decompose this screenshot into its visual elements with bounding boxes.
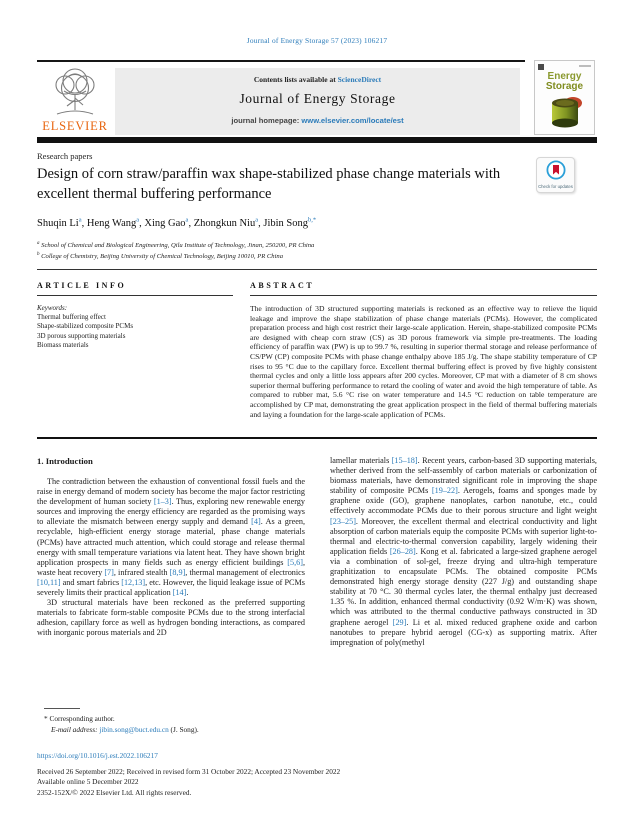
body-column-right — [330, 456, 597, 648]
cover-title — [535, 72, 594, 92]
head-divider-rule — [37, 269, 597, 270]
body-paragraph: The contradiction between the exhaustion of conventional fossil fuels and the raise in energy demand of modern society has become the major factor restricting the development of human society [1–3]. Thus, exploring new renewable energy sources and improving the energy efficiency are regarded as the promising ways to alleviate the mismatch between energy supply and demand [4]. As a green, recyclable, high-efficient energy storage material, phase change materials (PCMs) have attracted much attention, which could storage and release thermal energy with small temperature variations via latent heat. They have shown bright application prospects in many fields such as energy efficient buildings [5,6], waste heat recovery [7], infrared stealth [8,9], thermal management of electronics [10,11] and smart fabrics [12,13], etc. However, the liquid leakage issue of PCMs severely limits their practical application [14]. — [37, 477, 306, 598]
email-label: E-mail address: — [51, 725, 100, 734]
homepage-label: journal homepage: — [231, 116, 302, 125]
received-dates: Received 26 September 2022; Received in revised form 31 October 2022; Accepted 23 November 2022 — [37, 766, 341, 776]
journal-citation-header: Journal of Energy Storage 57 (2023) 106217 — [246, 36, 388, 45]
footnote-rule — [44, 708, 80, 709]
affiliation: $^a$ School of Chemical and Biological Engineering, Qilu Institute of Technology, Jinan, 250200, PR China — [37, 241, 315, 250]
elsevier-logo[interactable] — [37, 64, 113, 136]
article-category: Research papers — [37, 151, 93, 161]
contents-prefix: Contents lists available at — [253, 75, 338, 84]
abstract-rule — [250, 295, 597, 296]
abstract-heading: ABSTRACT — [250, 281, 315, 290]
author: Shuqin Li$^a$, — [37, 216, 87, 229]
author-affil-sup[interactable]: a — [136, 216, 140, 223]
author: Heng Wang$^a$, — [86, 216, 145, 229]
author-affil-sup[interactable]: b,* — [308, 216, 317, 223]
contents-line — [115, 75, 520, 84]
elsevier-wordmark: ELSEVIER — [42, 119, 108, 133]
article-info-section — [37, 281, 233, 350]
author-affil-sup[interactable]: a — [185, 216, 189, 223]
abstract-text: The introduction of 3D structured supporting materials is reckoned as an effective way to relieve the liquid leakage and improve the shape stabilization of phase change materials (PCMs). However, the complicated preparation process and high cost restrict their large-scale application. Herein, shape-stabilized composite PCMs are designed with cheap corn straw (CS) as 3D porous framework via simple pre-treatments. The loading efficiency of paraffin wax (PW) is up to 99.7 %, resulting in superior thermal storage and release performance of CS/PW (CP) composite PCMs with phase change enthalpy above 185 J/g. The shape stability temperature of CP rises to 95 °C due to the capillary force. Excellent thermal buffering effect is proved by five highly consistent thermal cycles and only a little loss appears after 200 cycles. Moreover, CP mat with a diameter of 8 cm shows superior thermal buffering performance to retard the cooling of water and avoid the high temperature of table. As compared to rubber mat, 5.6 °C rise on water temperature and 14.5 °C reduction on table temperature are accomplished by CP mat, demonstrating the great application prospect in the field of thermal buffering materials and laying a foundation for the large-scale application of PCMs. — [250, 304, 597, 419]
footer-block — [37, 751, 597, 798]
cover-title-line1: Energy — [547, 71, 582, 82]
cover-issn-bar — [579, 65, 591, 67]
homepage-link[interactable]: www.elsevier.com/locate/est — [301, 116, 404, 125]
keyword-item: Biomass materials — [37, 340, 89, 349]
email-line — [51, 725, 597, 734]
journal-cover-thumbnail[interactable] — [534, 60, 595, 135]
author: Xing Gao$^a$, — [144, 216, 194, 229]
author-affil-sup[interactable]: a — [255, 216, 259, 223]
body-column-left — [37, 456, 305, 639]
article-info-heading: ARTICLE INFO — [37, 281, 127, 290]
keyword-item: Thermal buffering effect — [37, 313, 106, 322]
masthead-box — [115, 68, 520, 135]
abstract-bottom-rule — [37, 437, 597, 439]
article-title: Design of corn straw/paraffin wax shape-stabilized phase change materials with excellent thermal buffering performance — [37, 166, 501, 202]
keyword-item: 3D porous supporting materials — [37, 331, 126, 340]
cover-cylinder-art — [545, 94, 585, 130]
keyword-item: Shape-stabilized composite PCMs — [37, 322, 134, 331]
cover-title-line2: Storage — [545, 81, 584, 92]
author: Zhongkun Niu$^a$, — [193, 216, 264, 229]
email-suffix: (J. Song). — [168, 725, 199, 734]
keywords-label: Keywords: — [37, 304, 68, 312]
crossmark-icon — [546, 160, 566, 180]
author-affil-sup[interactable]: a — [78, 216, 82, 223]
body-paragraph: lamellar materials [15–18]. Recent years, carbon-based 3D supporting materials, whether derived from the self-assembly of carbon materials or carbonization of biomass materials, have demonstrated significant role in improving the shape stability of composite PCMs [19–22]. Aerogels, foams and sponges made by graphene oxide (GO), graphene nanoplates, carbon nanotube, etc., could effectively accommodate PCMs due to their porous structure and light weight [23–25]. Moreover, the excellent thermal and electrical conductivity and light absorption of carbon materials equip the composite PCMs with superior light-to-thermal and electric-to-thermal conversion capability, largely widening their application fields [26–28]. Kong et al. fabricated a large-sized graphene aerogel via a combination of sol-gel, freeze drying and ultra-high temperature graphitization to encapsulate PCMs. The obtained composite PCMs demonstrated high energy storage density (227 J/g) and outstanding shape stability at 70 °C. 30 thermal cycles later, the thermal enthalpy just decreased 1.35 %. In addition, enhanced thermal conductivity (0.92 W/m·K) was shown, which was attributed to the thermal conductive pathways constructed in 3D graphene aerogel [29]. Li et al. mixed reduced graphene oxide and carbon nanotubes to prepare hybrid aerogel (CG-x) as supporting matrix. After impregnation of poly(methyl — [330, 456, 597, 647]
body-paragraph: 3D structural materials have been reckoned as the preferred supporting materials to fabricate form-stable composite PCMs due to the strong interfacial adhesion, capillary force as well as hydrogen bonding interactions, as compared with inorganic porous materials and 2D — [37, 598, 305, 638]
affiliation: $^b$ College of Chemistry, Beijing University of Chemical Technology, Beijing 10010, PR China — [37, 252, 284, 261]
homepage-line — [115, 116, 520, 125]
abstract-section — [250, 281, 597, 419]
elsevier-tree-icon — [44, 64, 106, 118]
article-info-rule — [37, 295, 233, 296]
journal-title: Journal of Energy Storage — [239, 91, 396, 106]
author: Jibin Song$^{b,*}$ — [263, 216, 317, 229]
check-for-updates-badge[interactable] — [536, 157, 575, 193]
keywords-block — [37, 304, 233, 350]
footnote-block — [37, 708, 597, 734]
badge-label: Check for updates — [538, 184, 573, 189]
corresponding-author-note: * Corresponding author. — [44, 714, 115, 723]
masthead-divider-bar — [37, 137, 597, 143]
cover-publisher-mark — [538, 64, 544, 70]
section-heading-introduction: 1. Introduction — [37, 456, 93, 466]
sciencedirect-link[interactable]: ScienceDirect — [337, 75, 382, 84]
issn-copyright: 2352-152X/© 2022 Elsevier Ltd. All rights reserved. — [37, 787, 192, 797]
affiliations — [37, 239, 597, 262]
top-rule — [37, 60, 525, 62]
available-online: Available online 5 December 2022 — [37, 777, 139, 786]
email-link[interactable]: jibin.song@buct.edu.cn — [99, 725, 169, 734]
author-list — [37, 216, 316, 229]
doi-link[interactable]: https://doi.org/10.1016/j.est.2022.106217 — [37, 751, 158, 760]
